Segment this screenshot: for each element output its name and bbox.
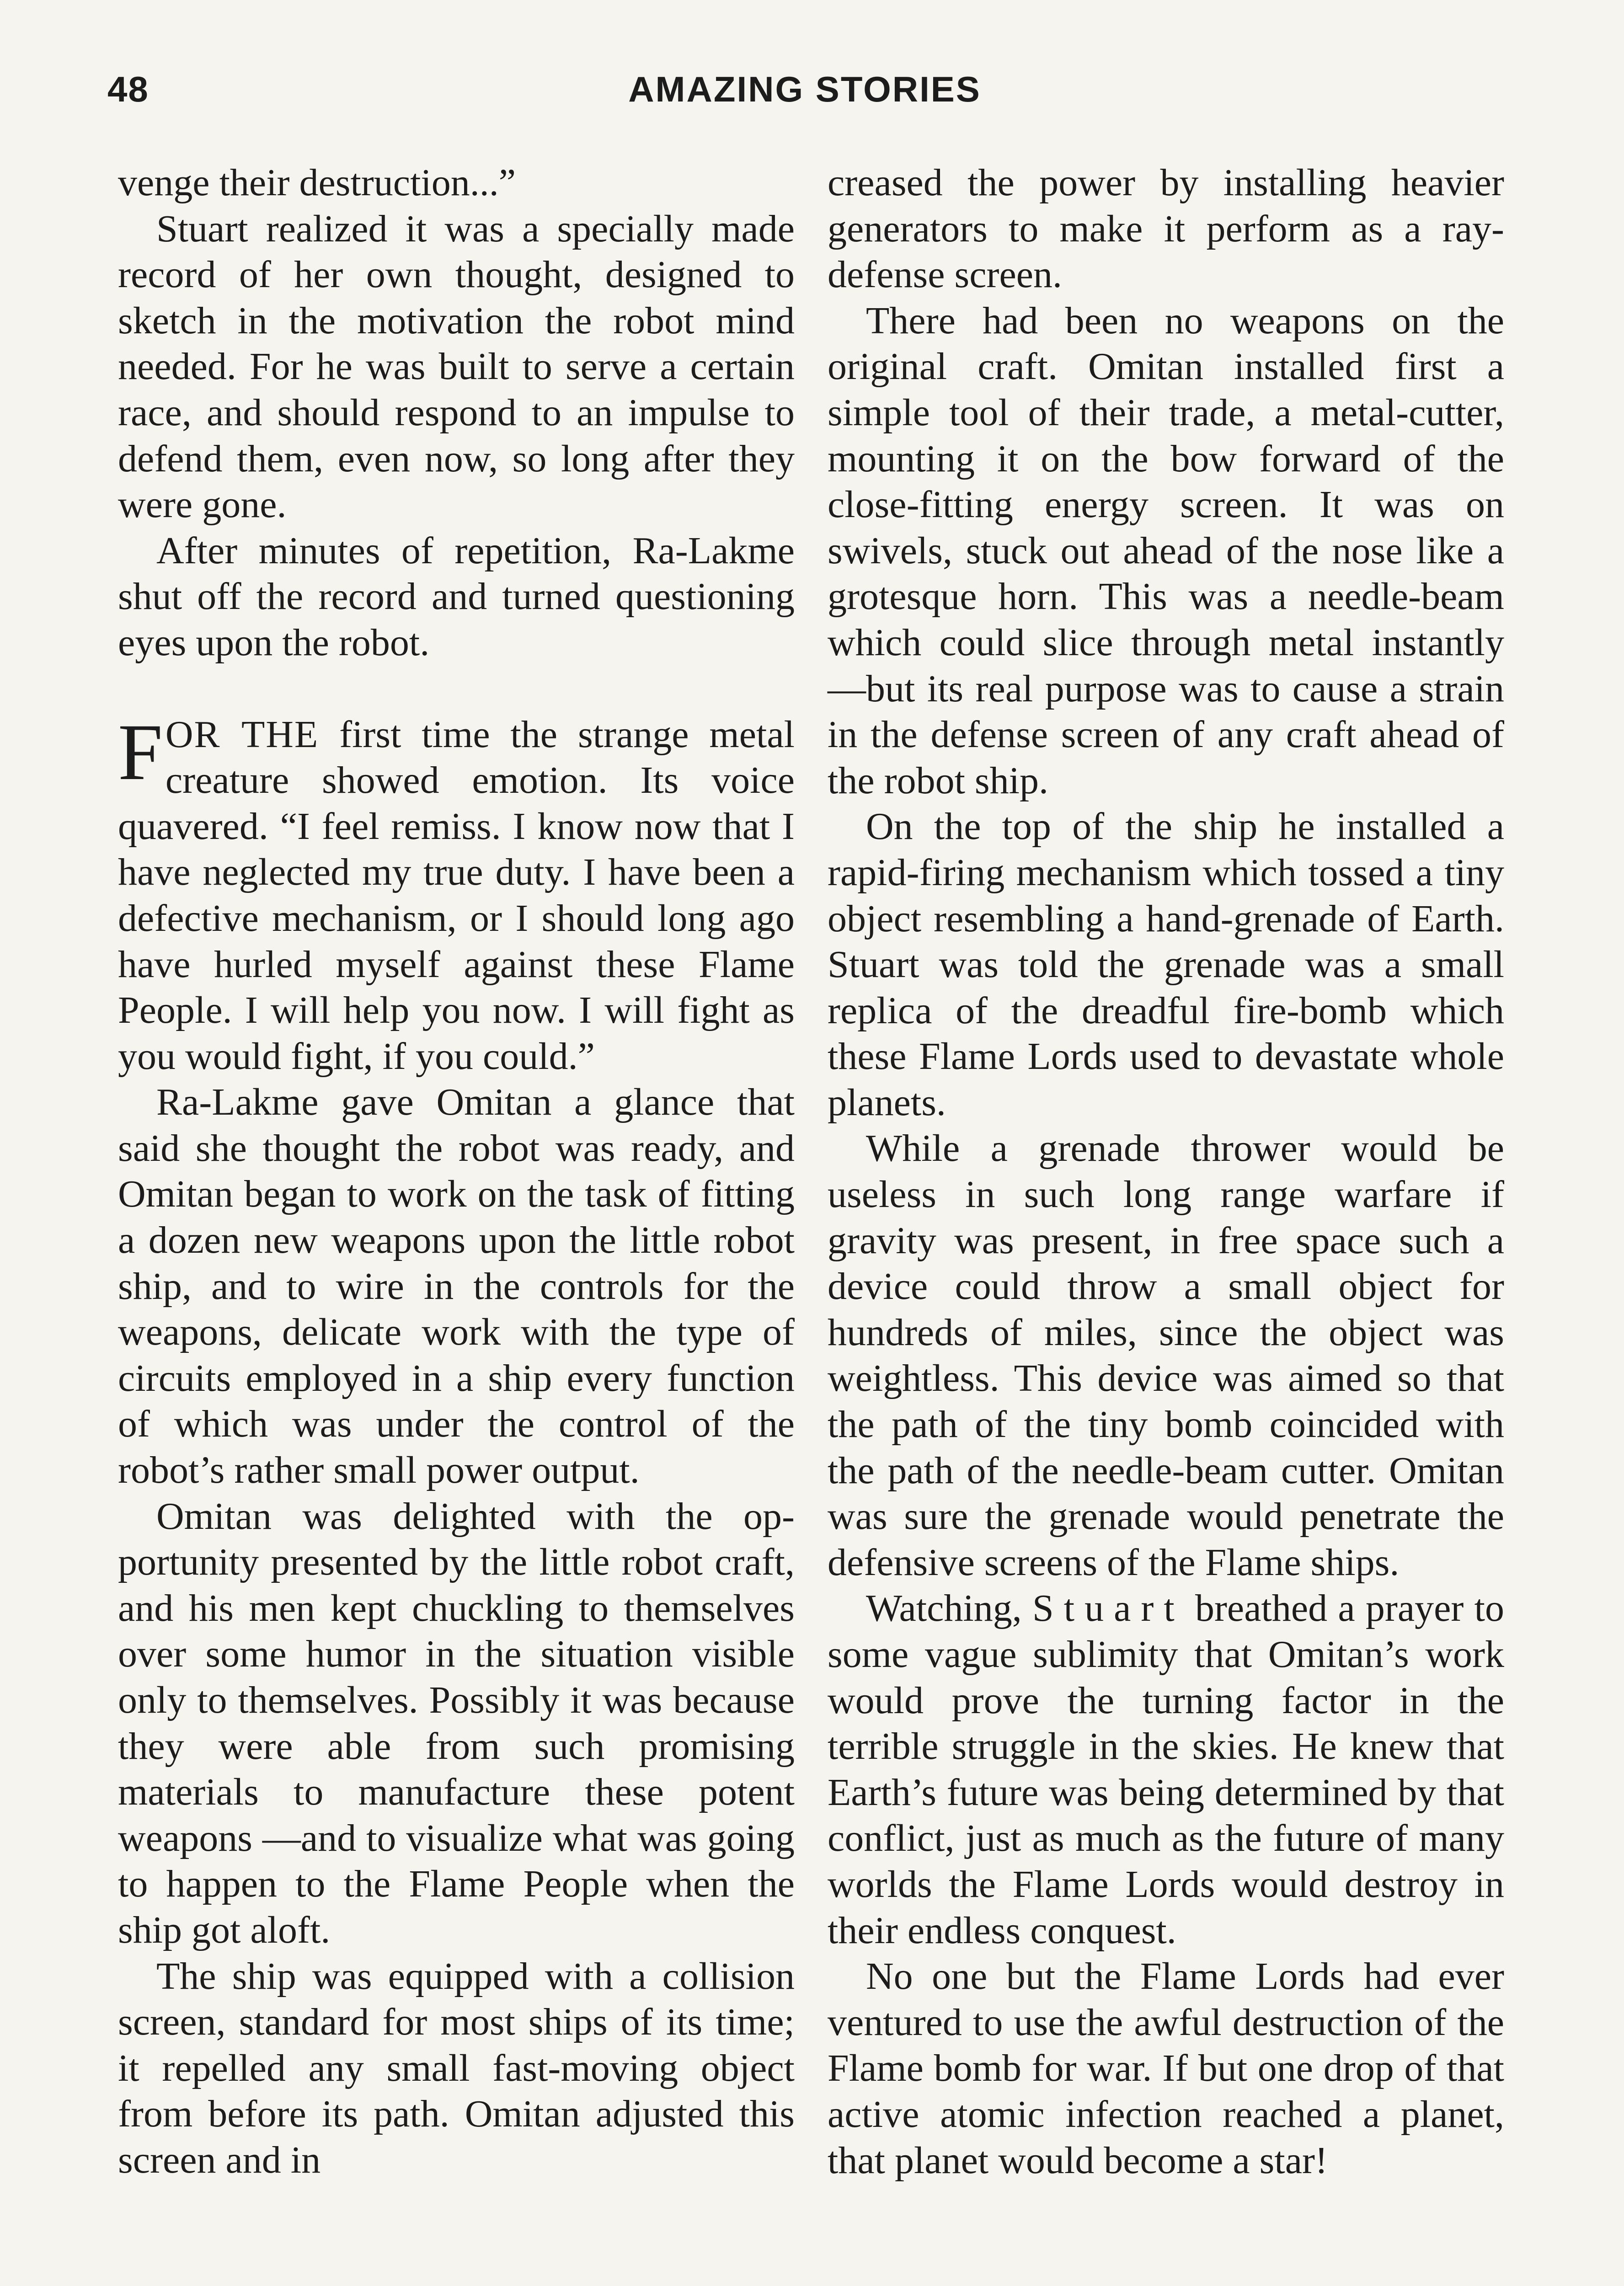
- paragraph: On the top of the ship he installed a rapid-firing mechanism which tossed a tiny object resembling a hand-grenade of Earth. Stuart was told the grenade was a small replica of the dreadful fire-bomb which these Flame Lords used to devastate whole planets.: [828, 805, 1504, 1124]
- right-column: [828, 160, 1504, 2184]
- paragraph-text: first time the strange metal creature showed emotion. Its voice quavered. “I feel remiss. I know now that I have neglected my true duty. I have been a defective mechanism, or I should long ago have hurled myself against these Flame People. I will help you now. I will fight as you would fight, if you could.”: [118, 713, 795, 1078]
- paragraph: There had been no weapons on the original craft. Omitan installed first a simple tool of their trade, a metal-cutter, mounting it on the bow forward of the close-fitting energy screen. It was on swivels, stuck out ahead of the nose like a grotesque horn. This was a needle-beam which could slice through metal instantly —but its real purpose was to cause a strain in the defense screen of any craft ahead of the robot ship.: [828, 299, 1504, 802]
- paragraph: Ra-Lakme gave Omitan a glance that said she thought the robot was ready, and Omitan began to work on the task of fitting a dozen new weapons upon the little robot ship, and to wire in the controls for the weapons, delicate work with the type of circuits employed in a ship every function of which was under the control of the robot’s rather small power output.: [118, 1081, 795, 1492]
- paragraph: The ship was equipped with a collision screen, standard for most ships of its time; it repelled any small fast-moving object from before its path. Omitan adjusted this screen and in: [118, 1955, 795, 2181]
- left-column: [118, 160, 795, 2184]
- paragraph: venge their destruction...”: [118, 161, 516, 204]
- paragraph: No one but the Flame Lords had ever ventured to use the awful destruction of the Flame bomb for war. If but one drop of that active atomic infection reached a planet, that planet would become a star!: [828, 1955, 1504, 2182]
- paragraph-text: Watching,: [866, 1587, 1033, 1630]
- paragraph: creased the power by installing heavier generators to make it perform as a ray-defense screen.: [828, 161, 1504, 296]
- running-title: AMAZING STORIES: [628, 69, 981, 109]
- page-number: 48: [107, 69, 149, 109]
- paragraph: [828, 1586, 1504, 1954]
- page-header: [107, 69, 1502, 133]
- spaced-name: Stuart: [1032, 1587, 1185, 1630]
- paragraph: Stuart realized it was a specially made record of her own thought, designed to sketch in the motivation the robot mind needed. For he was built to serve a certain race, and should respond to an impulse to defend them, even now, so long after they were gone.: [118, 207, 795, 526]
- section-start-paragraph: [118, 707, 795, 1080]
- paragraph-text: breathed a prayer to some vague sublimity that Omitan’s work would prove the turning factor in the terrible struggle in the skies. He knew that Earth’s future was being determined by that conflict, just as much as the future of many worlds the Flame Lords would destroy in their endless conquest.: [828, 1587, 1504, 1952]
- paragraph: After minutes of repetition, Ra-Lakme shut off the record and turned questioning eyes upon the robot.: [118, 529, 795, 664]
- paragraph: Omitan was delighted with the opportunity presented by the little robot craft, and his men kept chuckling to themselves over some humor in the situation visible only to themselves. Possibly it was because they were able from such promising materials to manufacture these potent weapons —and to visualize what was going to happen to the Flame People when the ship got aloft.: [118, 1495, 795, 1951]
- paragraph: While a grenade thrower would be useless in such long range warfare if gravity was present, in free space such a device could throw a small object for hundreds of miles, since the object was weightless. This device was aimed so that the path of the tiny bomb coincided with the path of the needle-beam cutter. Omitan was sure the grenade would penetrate the defensive screens of the Flame ships.: [828, 1127, 1504, 1584]
- small-caps-lead: OR THE: [165, 713, 319, 756]
- drop-cap: F: [118, 707, 163, 797]
